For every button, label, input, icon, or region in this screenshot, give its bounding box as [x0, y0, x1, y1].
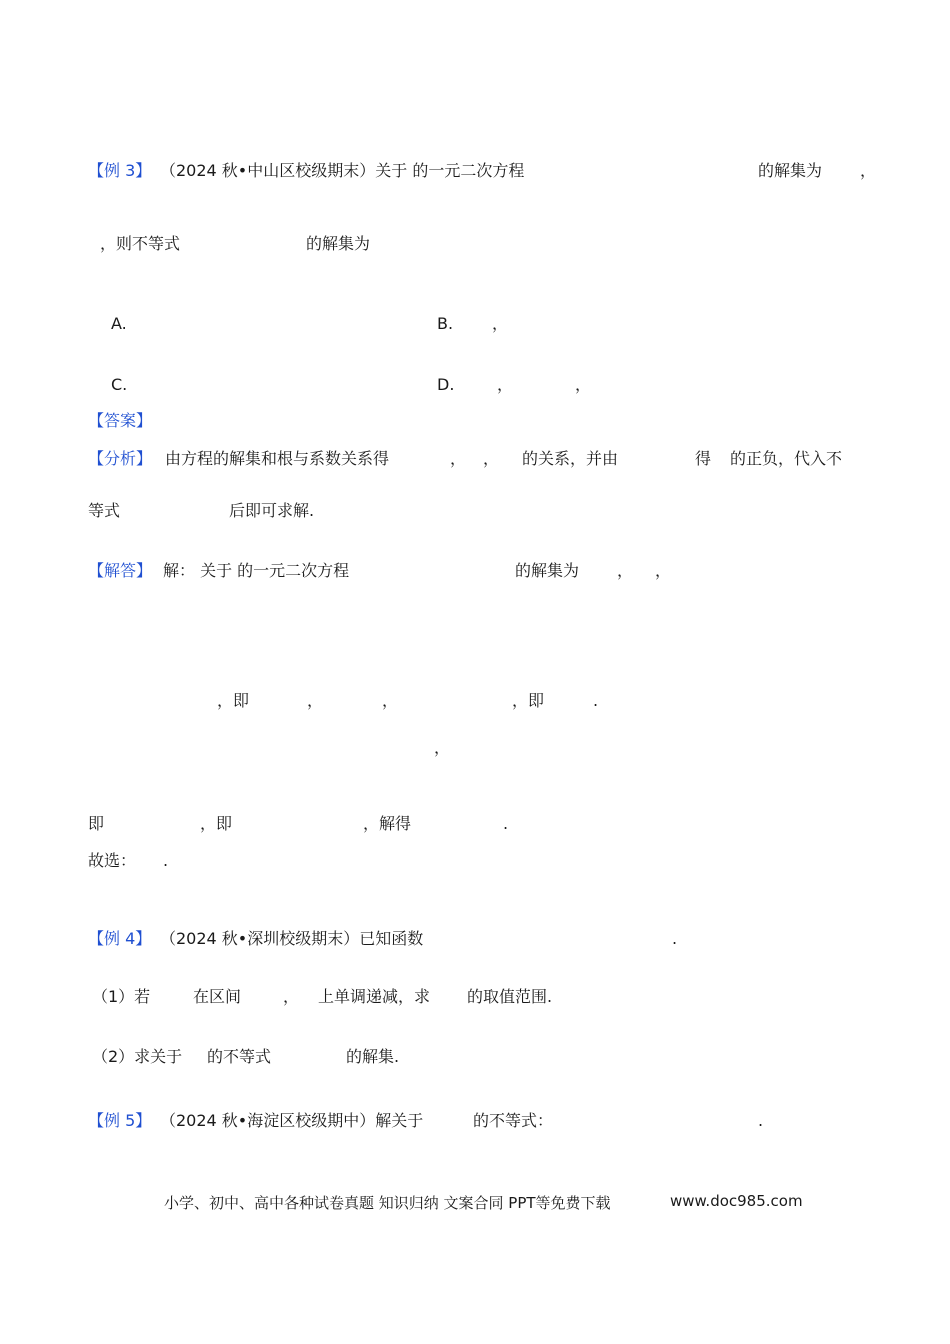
step-3-a: 即 — [88, 814, 105, 833]
option-d-label: D. — [437, 375, 455, 394]
step-1-c: ， — [382, 691, 399, 710]
analysis-text-4: 的正负，代入不 — [730, 449, 843, 468]
solution-comma-1: ， — [617, 561, 634, 580]
solution-tag: 【解答】 — [88, 561, 153, 580]
analysis-comma-2: ， — [483, 449, 500, 468]
analysis-text-5: 等式 — [88, 501, 121, 520]
analysis-text-6: 后即可求解. — [229, 501, 315, 520]
example-5-end: . — [758, 1111, 764, 1130]
step-1-e: . — [593, 691, 599, 710]
solution-text-1: 解： 关于 的一元二次方程 — [163, 561, 350, 580]
q2-c: 的解集. — [346, 1047, 400, 1066]
choice-end: . — [163, 851, 169, 870]
option-c-label: C. — [111, 375, 128, 394]
example-5-tag: 【例 5】 — [88, 1111, 152, 1130]
analysis-comma-1: ， — [450, 449, 467, 468]
q1-c: ， — [283, 987, 300, 1006]
example-3-inequality-lead: ，则不等式 — [100, 234, 181, 253]
option-a-label: A. — [111, 314, 127, 333]
example-4-intro: （2024 秋•深圳校级期末）已知函数 — [160, 929, 424, 948]
step-1-d: ，即 — [512, 691, 545, 710]
analysis-tag: 【分析】 — [88, 449, 153, 468]
solution-comma-2: ， — [655, 561, 672, 580]
option-d-comma-2: ， — [575, 375, 592, 394]
footer-text: 小学、初中、高中各种试卷真题 知识归纳 文案合同 PPT等免费下载 — [164, 1194, 611, 1212]
example-3-intro: （2024 秋•中山区校级期末）关于 的一元二次方程 — [160, 161, 525, 180]
page-footer — [164, 1192, 803, 1213]
q1-e: 的取值范围. — [467, 987, 553, 1006]
example-3-comma: ， — [860, 161, 877, 180]
option-d-comma-1: ， — [497, 375, 514, 394]
q2-a: （2）求关于 — [92, 1047, 183, 1066]
analysis-text-1: 由方程的解集和根与系数关系得 — [165, 449, 390, 468]
step-3-c: ，解得 — [363, 814, 412, 833]
q1-a: （1）若 — [92, 987, 151, 1006]
analysis-text-2: 的关系，并由 — [522, 449, 619, 468]
step-3-b: ，即 — [200, 814, 233, 833]
step-1-b: ， — [307, 691, 324, 710]
example-3-set-text: 的解集为 — [758, 161, 823, 180]
option-b-label: B. — [437, 314, 454, 333]
q1-d: 上单调递减，求 — [318, 987, 431, 1006]
example-5-intro: （2024 秋•海淀区校级期中）解关于 — [160, 1111, 424, 1130]
q1-b: 在区间 — [193, 987, 242, 1006]
answer-tag: 【答案】 — [88, 411, 153, 430]
example-4-end: . — [672, 929, 678, 948]
example-5-intro-b: 的不等式： — [473, 1111, 554, 1130]
step-2-comma: ， — [434, 738, 451, 757]
example-3-tag: 【例 3】 — [88, 161, 152, 180]
step-1-a: ，即 — [217, 691, 250, 710]
choice-label: 故选： — [88, 851, 137, 870]
solution-text-2: 的解集为 — [515, 561, 580, 580]
option-b-comma: ， — [492, 314, 509, 333]
q2-b: 的不等式 — [207, 1047, 272, 1066]
footer-url[interactable]: www.doc985.com — [670, 1192, 803, 1210]
analysis-text-3: 得 — [695, 449, 712, 468]
example-3-inequality-set: 的解集为 — [306, 234, 371, 253]
example-4-tag: 【例 4】 — [88, 929, 152, 948]
step-3-d: . — [503, 814, 509, 833]
